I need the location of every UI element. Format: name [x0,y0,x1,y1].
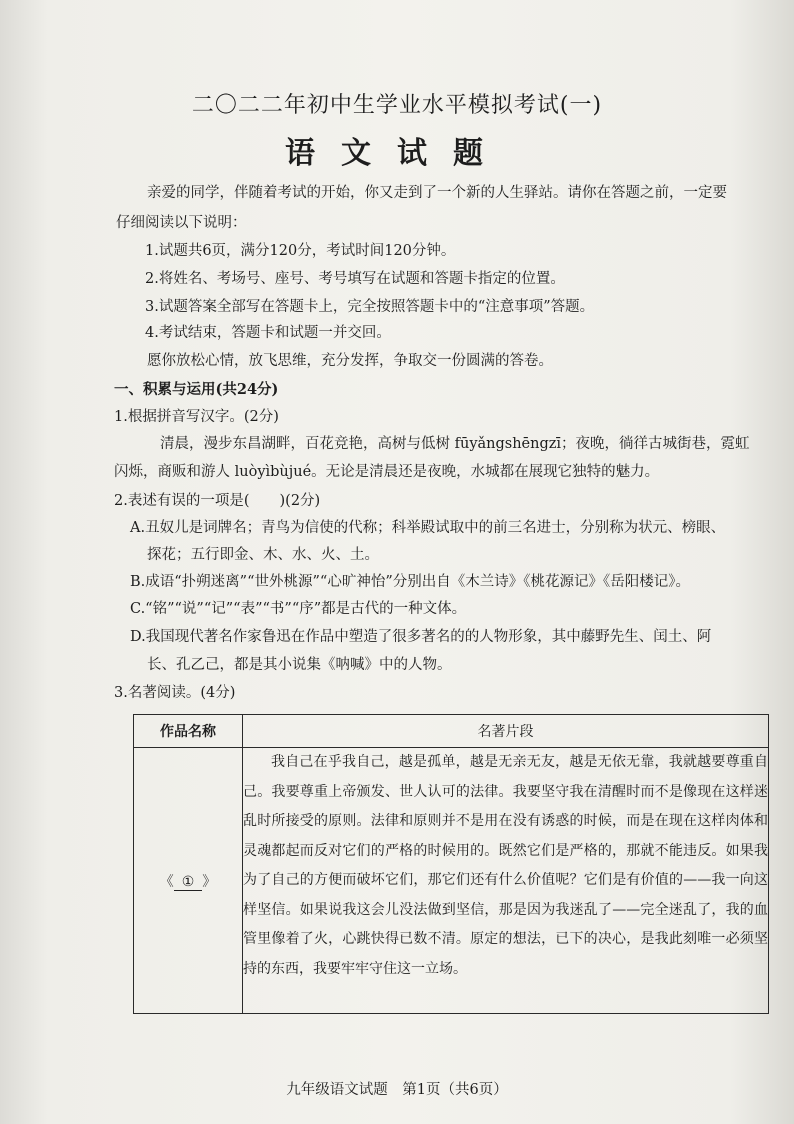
intro-line-2: 仔细阅读以下说明： [116,215,247,231]
q1-line-1: 清晨，漫步东昌湖畔，百花竞艳，高树与低树 fūyǎngshēngzī；夜晚，徜徉古城街巷，霓虹 [160,436,750,452]
rule-1: 1.试题共6页，满分120分，考试时间120分钟。 [145,243,456,259]
q2-stem-start: 2.表述有误的一项是( [114,493,250,509]
q1-stem: 1.根据拼音写汉字。(2分) [114,409,279,425]
q2-option-b: B.成语“扑朔迷离”“世外桃源”“心旷神怡”分别出自《木兰诗》《桃花源记》《岳阳楼记》。 [130,574,690,590]
rule-3: 3.试题答案全部写在答题卡上，完全按照答题卡中的“注意事项”答题。 [145,299,595,315]
table-row [134,748,769,1014]
q3-stem: 3.名著阅读。(4分) [114,685,236,701]
q2-stem-end: )(2分) [279,493,321,509]
q3-table [133,714,769,1014]
section-title: 一、积累与运用(共24分) [114,381,279,398]
q2-option-c: C.“铭”“说”“记”“表”“书”“序”都是古代的一种文体。 [130,601,467,617]
q2-option-d-line-2: 长、孔乙己，都是其小说集《呐喊》中的人物。 [147,657,452,673]
q2-option-d-line-1: D.我国现代著名作家鲁迅在作品中塑造了很多著名的的人物形象，其中藤野先生、闰土、阿 [130,629,712,645]
q1-line-2: 闪烁，商贩和游人 luòyìbùjué。无论是清晨还是夜晚，水城都在展现它独特的魅力。 [114,464,660,480]
rule-4: 4.考试结束，答题卡和试题一并交回。 [145,325,391,341]
q2-option-a-line-1: A.丑奴儿是词牌名；青鸟为信使的代称；科举殿试取中的前三名进士，分别称为状元、榜眼、 [130,520,726,536]
work-name-cell [134,748,243,1014]
table-header-row [134,715,769,748]
intro-line-1: 亲爱的同学，伴随着考试的开始，你又走到了一个新的人生驿站。请你在答题之前，一定要 [147,185,727,201]
answer-blank-1: ① [174,874,203,891]
book-bracket-left: 《 [159,873,174,890]
excerpt-cell: 我自己在乎我自己，越是孤单，越是无亲无友，越是无依无靠，我就越要尊重自己。我要尊重上帝颁发、世人认可的法律。我要坚守我在清醒时而不是像现在这样迷乱时所接受的原则。法律和原则并不是用在没有诱惑的时候，而是在现在这样肉体和灵魂都起而反对它们的严格的时候用的。既然它们是严格的，那就不能违反。如果我为了自己的方便而破坏它们，那它们还有什么价值呢？它们是有价值的——我一向这样坚信。如果说我这会儿没法做到坚信，那是因为我迷乱了——完全迷乱了，我的血管里像着了火，心跳快得已数不清。原定的想法，已下的决心，是我此刻唯一必须坚持的东西，我要牢牢守住这一立场。 [243,748,769,1014]
subject-title: 语文试题 [285,136,509,171]
book-bracket-right: 》 [202,873,217,890]
q2-option-a-line-2: 探花；五行即金、木、水、火、土。 [147,547,379,563]
intro-wish: 愿你放松心情，放飞思维，充分发挥，争取交一份圆满的答卷。 [147,353,553,369]
col-header-excerpt: 名著片段 [243,715,769,748]
exam-title: 二〇二二年初中生学业水平模拟考试(一) [191,93,603,118]
page-footer: 九年级语文试题 第1页（共6页） [286,1082,508,1098]
col-header-work: 作品名称 [134,715,243,748]
rule-2: 2.将姓名、考场号、座号、考号填写在试题和答题卡指定的位置。 [145,271,565,287]
q2-stem [114,494,320,509]
